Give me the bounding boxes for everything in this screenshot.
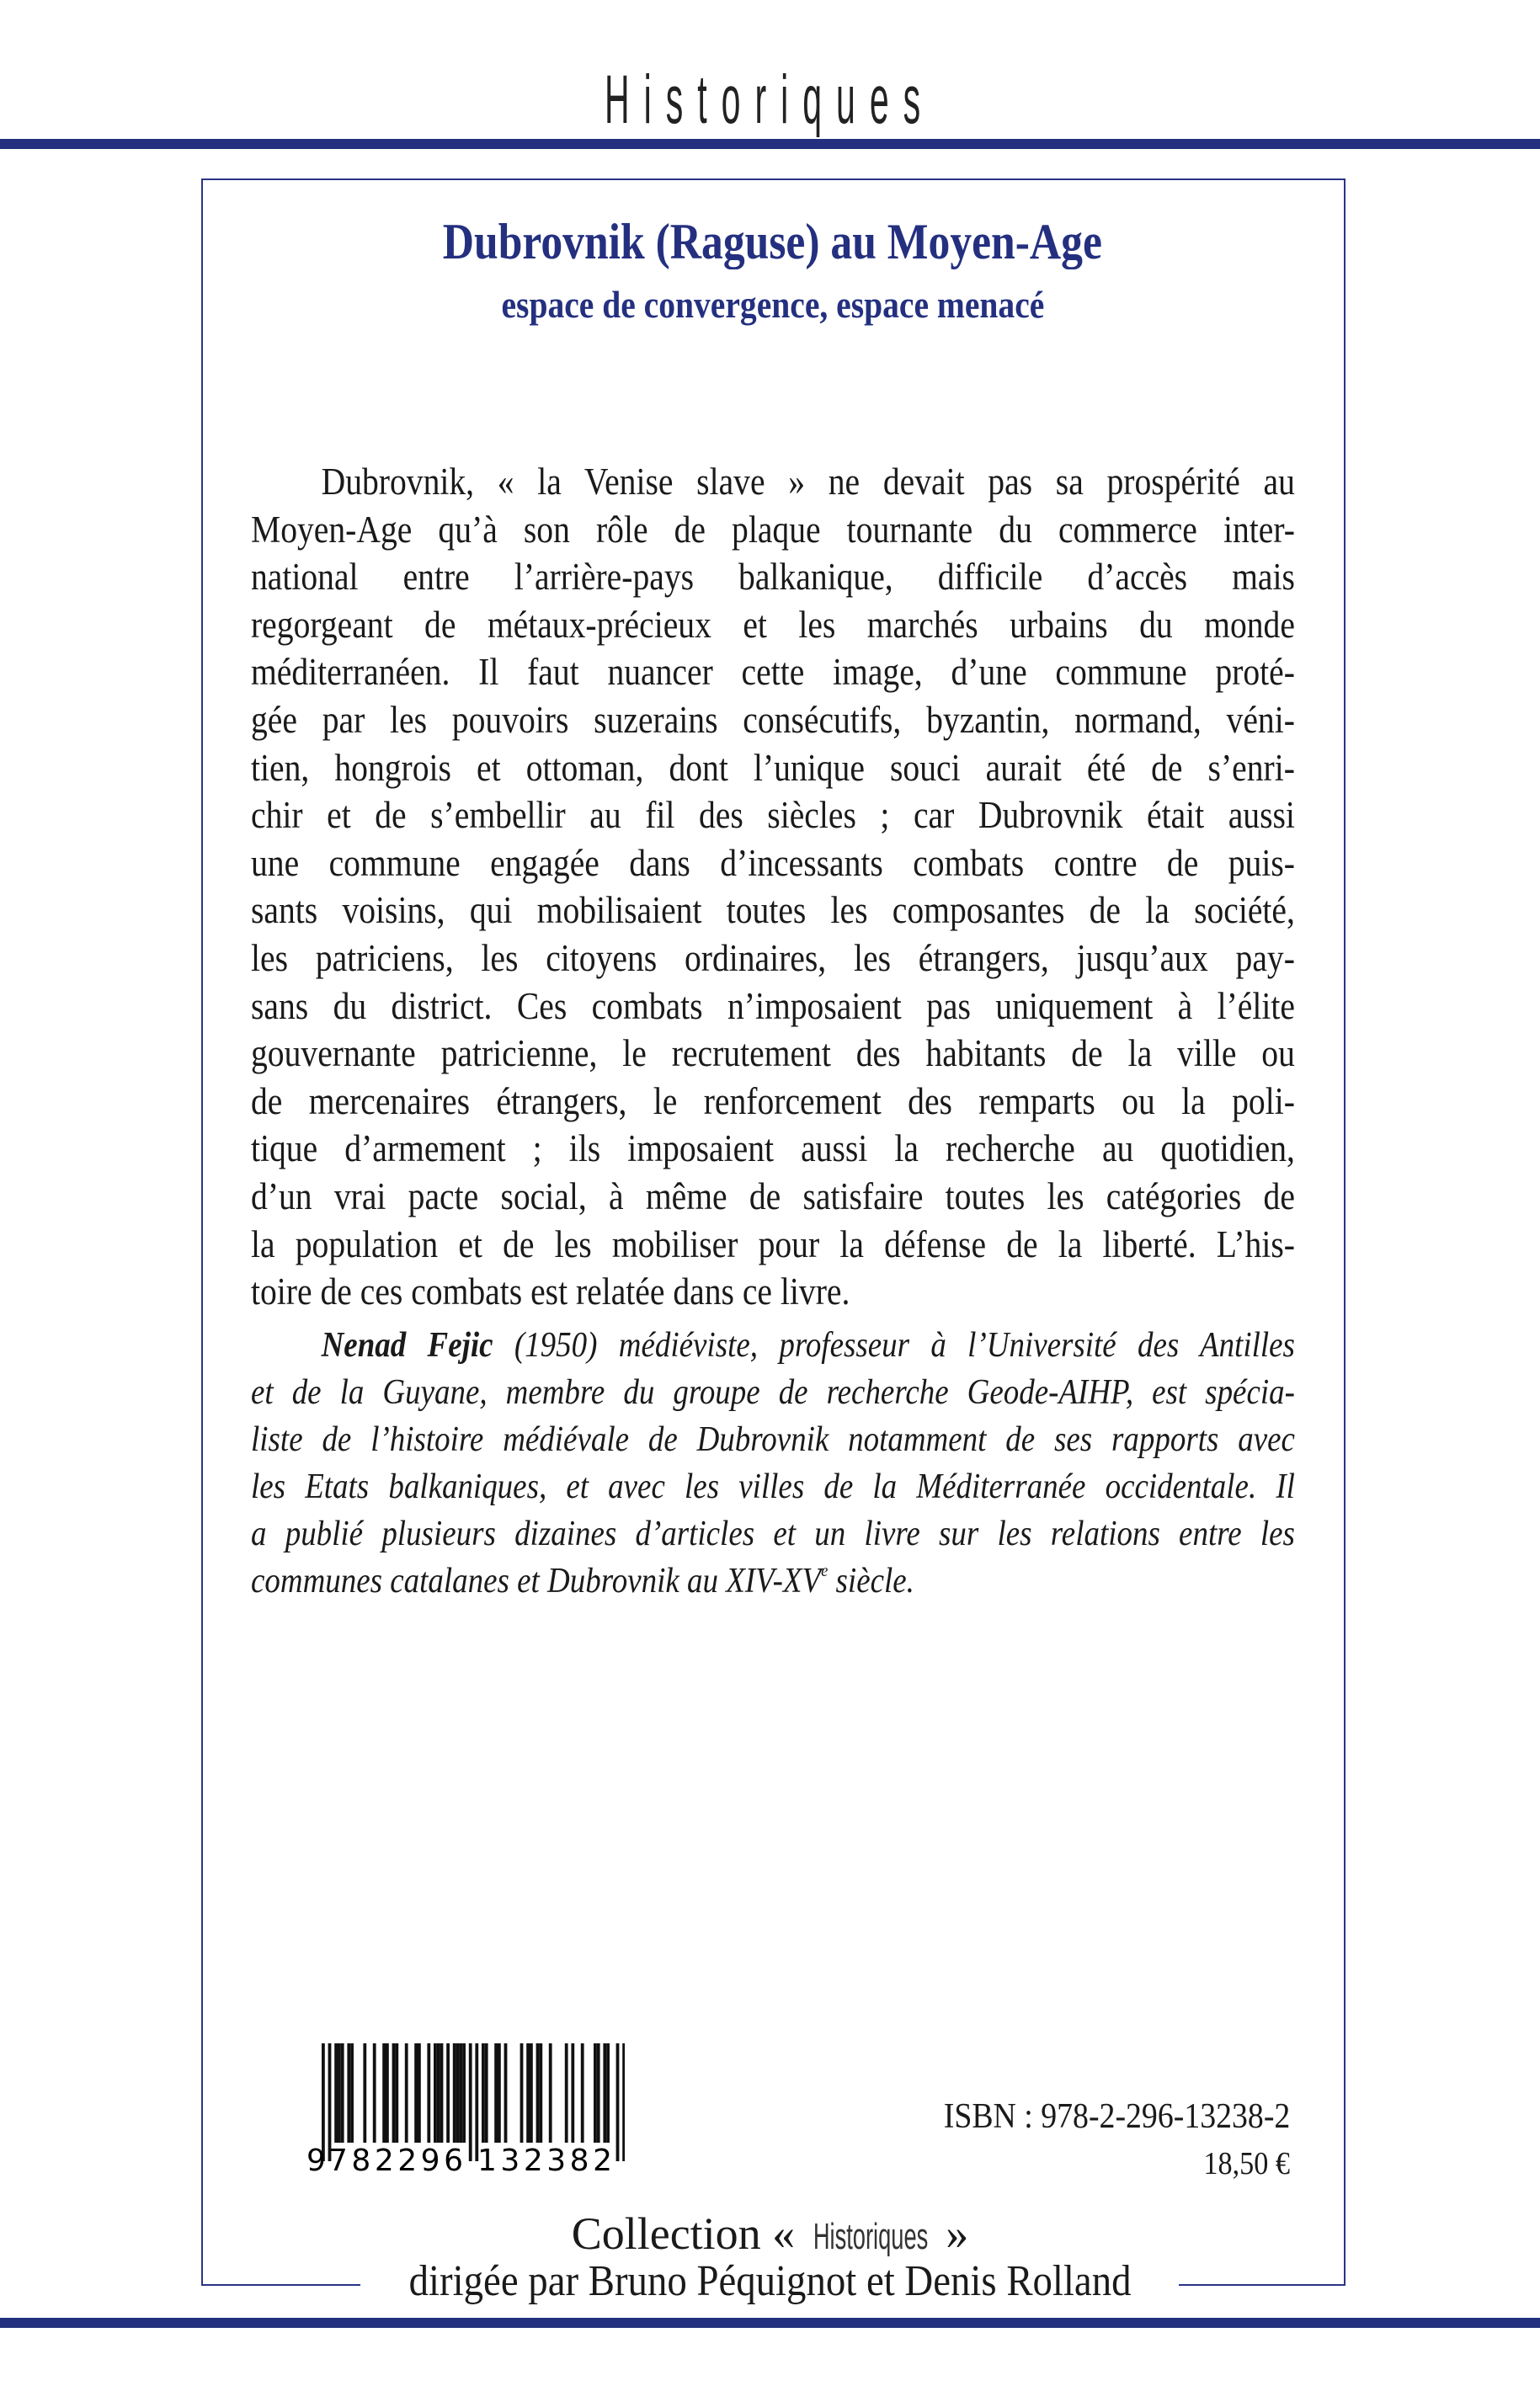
barcode-bar <box>520 2043 524 2143</box>
barcode-bar <box>482 2043 485 2143</box>
barcode-bar <box>418 2043 421 2143</box>
barcode-bar <box>386 2043 389 2143</box>
price: 18,50 € <box>1203 2146 1290 2181</box>
barcode-bar <box>530 2043 533 2143</box>
barcode-bar <box>363 2043 366 2143</box>
author-bio-line: liste de l’histoire médiévale de Dubrovnik notamment de ses rapports avec <box>251 1420 1295 1459</box>
barcode-digits-left: 782296 <box>328 2144 463 2176</box>
barcode-bar <box>616 2043 620 2161</box>
bottom-rule <box>0 2318 1540 2328</box>
barcode-bar <box>446 2043 450 2143</box>
synopsis-line: Moyen-Age qu’à son rôle de plaque tournante du commerce inter- <box>251 508 1295 551</box>
synopsis-line: tique d’armement ; ils imposaient aussi la recherche au quotidien, <box>251 1127 1295 1170</box>
barcode-bar <box>382 2043 386 2143</box>
book-title <box>201 212 1344 271</box>
barcode-bar <box>597 2043 600 2143</box>
barcode-bar <box>539 2043 542 2143</box>
isbn-number: ISBN : 978-2-296-13238-2 <box>943 2097 1290 2136</box>
barcode-bar <box>427 2043 430 2143</box>
series-editors-text: dirigée par Bruno Péquignot et Denis Rolland <box>408 2257 1132 2305</box>
collection-name: Historiques <box>813 2216 928 2257</box>
barcode-bar <box>536 2043 540 2143</box>
collection-line <box>0 2208 1540 2260</box>
synopsis-line: sans du district. Ces combats n’imposaient pas uniquement à l’élite <box>251 984 1295 1027</box>
barcode-digits-right: 132382 <box>477 2144 612 2176</box>
barcode-bar <box>462 2043 466 2143</box>
barcode-bar <box>392 2043 396 2143</box>
isbn-barcode <box>305 2042 625 2176</box>
synopsis-line: chir et de s’embellir au fil des siècles ; car Dubrovnik était aussi <box>251 794 1295 837</box>
synopsis-line: national entre l’arrière-pays balkanique, difficile d’accès mais <box>251 556 1295 599</box>
synopsis-line: gouvernante patricienne, le recrutement des habitants de la ville ou <box>251 1032 1295 1075</box>
barcode-bar <box>581 2043 584 2143</box>
author-name: Nenad Fejic <box>321 1326 493 1365</box>
book-subtitle-text: espace de convergence, espace menacé <box>501 283 1044 326</box>
author-bio-text: communes catalanes et Dubrovnik au XIV-XV <box>251 1562 822 1600</box>
synopsis-line: la population et de les mobiliser pour la défense de la liberté. L’his- <box>251 1222 1295 1265</box>
barcode-bar <box>338 2043 341 2143</box>
synopsis-line: d’un vrai pacte social, à même de satisfaire toutes les catégories de <box>251 1174 1295 1217</box>
barcode-bar <box>334 2043 338 2143</box>
author-bio <box>251 1322 1295 1605</box>
series-header <box>0 61 1540 138</box>
synopsis-line: les patriciens, les citoyens ordinaires, les étrangers, jusqu’aux pay- <box>251 936 1295 979</box>
synopsis <box>251 458 1295 1316</box>
barcode-bar <box>456 2043 460 2143</box>
author-bio-line <box>251 1322 1295 1369</box>
barcode-bar <box>485 2043 488 2143</box>
barcode-bar <box>606 2043 610 2143</box>
barcode-digit-first: 9 <box>306 2144 326 2176</box>
top-rule <box>0 139 1540 149</box>
barcode-bar <box>594 2043 597 2143</box>
collection-quote: » <box>934 2208 969 2259</box>
barcode-bar <box>504 2043 508 2143</box>
barcode-bar <box>347 2043 350 2143</box>
barcode-bar <box>414 2043 418 2143</box>
barcode-bar <box>549 2043 552 2143</box>
superscript: e <box>821 1560 829 1581</box>
barcode-bar <box>565 2043 568 2143</box>
barcode-bar <box>350 2043 354 2143</box>
author-bio-line: et de la Guyane, membre du groupe de recherche Geode-AIHP, est spécia- <box>251 1373 1295 1412</box>
barcode-bar <box>622 2043 625 2161</box>
barcode-bar <box>373 2043 376 2143</box>
synopsis-line: regorgeant de métaux-précieux et les marchés urbains du monde <box>251 603 1295 646</box>
author-bio-line <box>251 1558 1295 1605</box>
synopsis-line: une commune engagée dans d’incessants combats contre de puis- <box>251 841 1295 884</box>
synopsis-line: toire de ces combats est relatée dans ce livre. <box>251 1270 850 1313</box>
barcode-bar <box>440 2043 444 2143</box>
barcode-bar <box>526 2043 530 2143</box>
series-header-text: Historiques <box>605 61 935 138</box>
barcode-bar <box>405 2043 408 2143</box>
collection-label: Collection « <box>571 2208 807 2259</box>
barcode-bar <box>498 2043 501 2143</box>
barcode-bar <box>571 2043 574 2143</box>
barcode-bar <box>459 2043 462 2143</box>
barcode-bar <box>434 2043 437 2143</box>
author-bio-line: les Etats balkaniques, et avec les villes de la Méditerranée occidentale. Il <box>251 1467 1295 1506</box>
synopsis-line: Dubrovnik, « la Venise slave » ne devait pas sa prospérité au <box>321 461 1295 503</box>
synopsis-line: méditerranéen. Il faut nuancer cette image, d’une commune proté- <box>251 651 1295 694</box>
barcode-bar <box>395 2043 398 2143</box>
barcode-bar <box>469 2043 472 2161</box>
barcode-bar <box>603 2043 606 2143</box>
synopsis-line: de mercenaires étrangers, le renforcement des remparts ou la poli- <box>251 1079 1295 1122</box>
author-bio-text: siècle. <box>828 1562 914 1600</box>
synopsis-line: sants voisins, qui mobilisaient toutes les composantes de la société, <box>251 889 1295 932</box>
barcode-bar <box>494 2043 498 2143</box>
barcode-bar <box>453 2043 456 2143</box>
barcode-bar <box>437 2043 440 2143</box>
series-editors <box>0 2256 1540 2306</box>
author-bio-text: (1950) médiéviste, professeur à l’Université des Antilles <box>493 1326 1295 1365</box>
synopsis-line: gée par les pouvoirs suzerains consécutifs, byzantin, normand, véni- <box>251 698 1295 741</box>
synopsis-line: tien, hongrois et ottoman, dont l’unique souci aurait été de s’enri- <box>251 746 1295 789</box>
author-bio-line: a publié plusieurs dizaines d’articles et un livre sur les relations entre les <box>251 1515 1295 1553</box>
barcode-bar <box>341 2043 344 2143</box>
book-title-text: Dubrovnik (Raguse) au Moyen-Age <box>442 214 1103 269</box>
book-subtitle <box>201 281 1344 328</box>
